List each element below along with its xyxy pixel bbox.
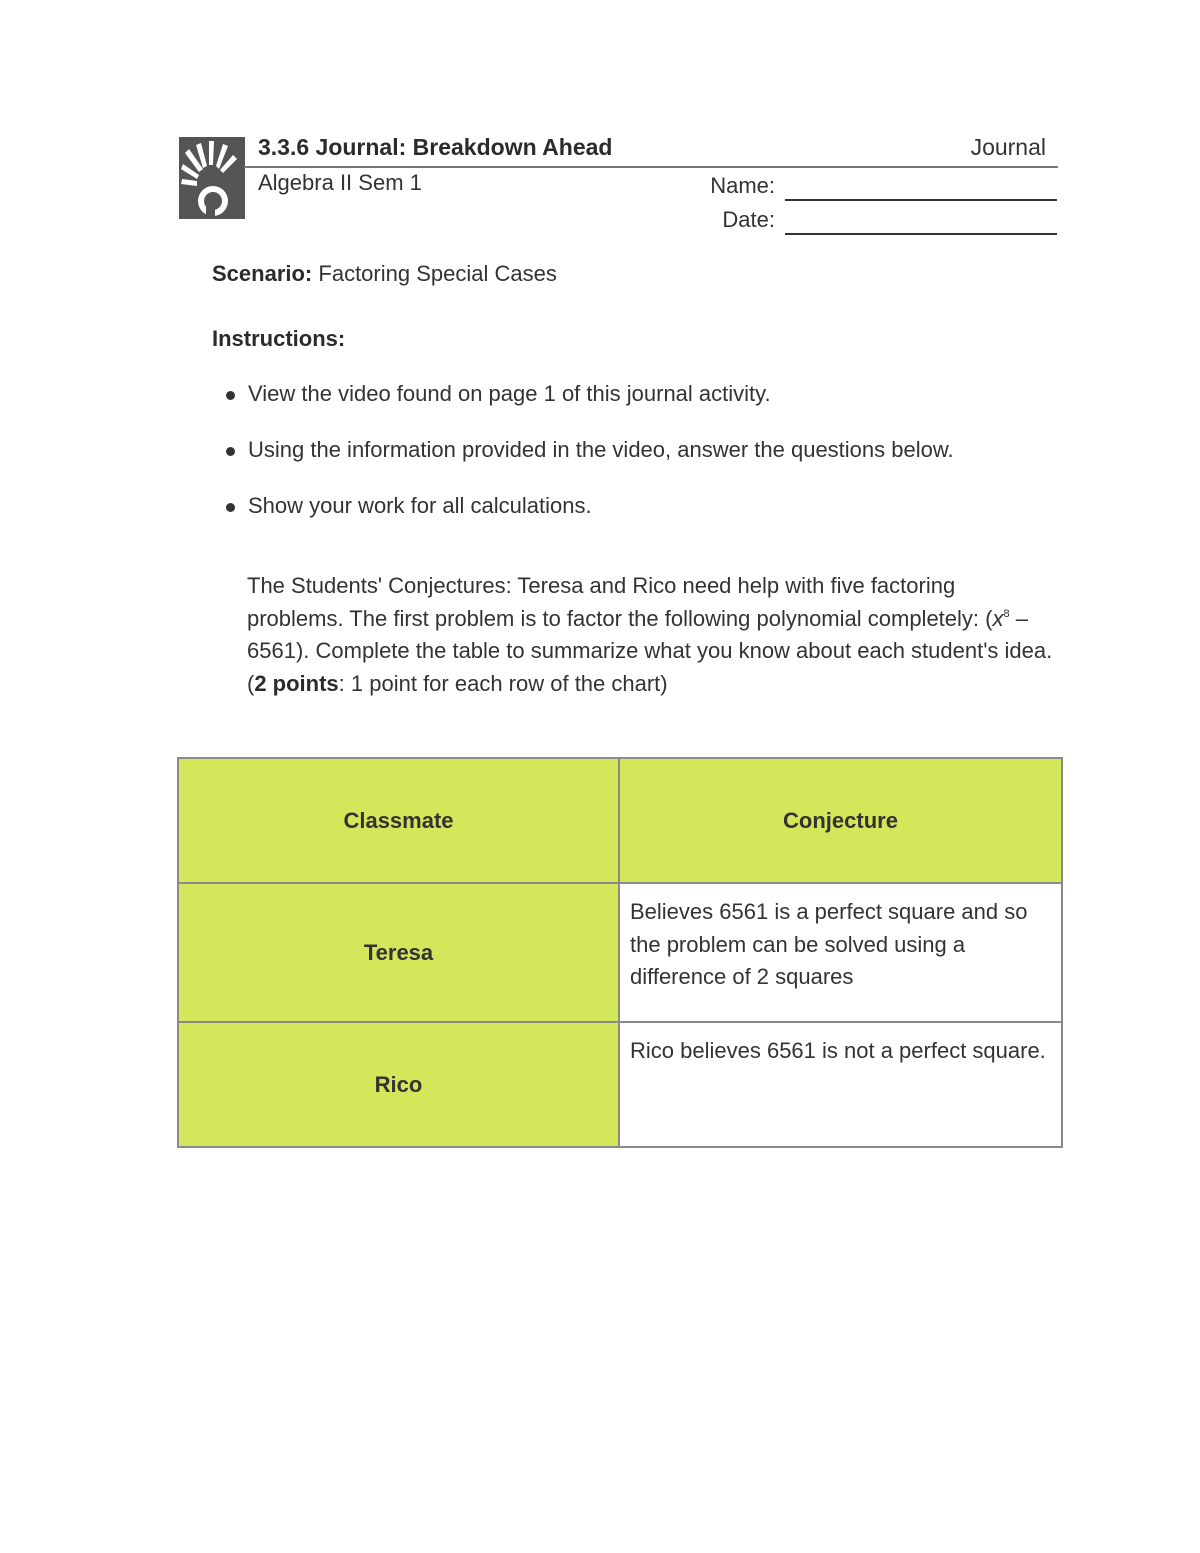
instructions-list [224, 381, 954, 549]
list-item: View the video found on page 1 of this journal activity. [224, 381, 954, 407]
scenario-text: Factoring Special Cases [318, 261, 557, 286]
name-field[interactable] [785, 199, 1057, 201]
bullet-icon [226, 447, 235, 456]
classmate-cell: Teresa [178, 883, 619, 1022]
name-label: Name: [710, 173, 775, 198]
conjecture-paragraph: The Students' Conjectures: Teresa and Rico need help with five factoring problems. The first problem is to factor the following polynomial completely: $(x^8 - 6561)$. Complete the table to summarize what you know about each student's idea. (2 points: 1 point for each row of the chart) [247, 573, 1053, 696]
date-label: Date: [722, 207, 775, 232]
column-header-classmate: Classmate [178, 758, 619, 883]
table-header-row [178, 758, 1062, 883]
journal-title: 3.3.6 Journal: Breakdown Ahead [258, 134, 613, 160]
course-name: Algebra II Sem 1 [258, 170, 422, 195]
list-item: Show your work for all calculations. [224, 493, 954, 519]
header-divider [244, 166, 1058, 168]
column-header-conjecture: Conjecture [619, 758, 1062, 883]
sunburst-logo-icon [179, 137, 245, 219]
scenario-line [212, 261, 557, 287]
date-field[interactable] [785, 233, 1057, 235]
conjecture-table [177, 757, 1063, 1148]
scenario-label: Scenario: [212, 261, 313, 286]
list-item: Using the information provided in the video, answer the questions below. [224, 437, 954, 463]
bullet-icon [226, 503, 235, 512]
conjecture-cell[interactable]: Believes 6561 is a perfect square and so the problem can be solved using a difference of 2 squares [619, 883, 1062, 1022]
instructions-heading: Instructions: [212, 326, 346, 351]
bullet-icon [226, 391, 235, 400]
conjecture-cell[interactable]: Rico believes 6561 is not a perfect square. [619, 1022, 1062, 1147]
journal-type-label: Journal [970, 134, 1046, 160]
classmate-cell: Rico [178, 1022, 619, 1147]
table-row [178, 1022, 1062, 1147]
table-row [178, 883, 1062, 1022]
